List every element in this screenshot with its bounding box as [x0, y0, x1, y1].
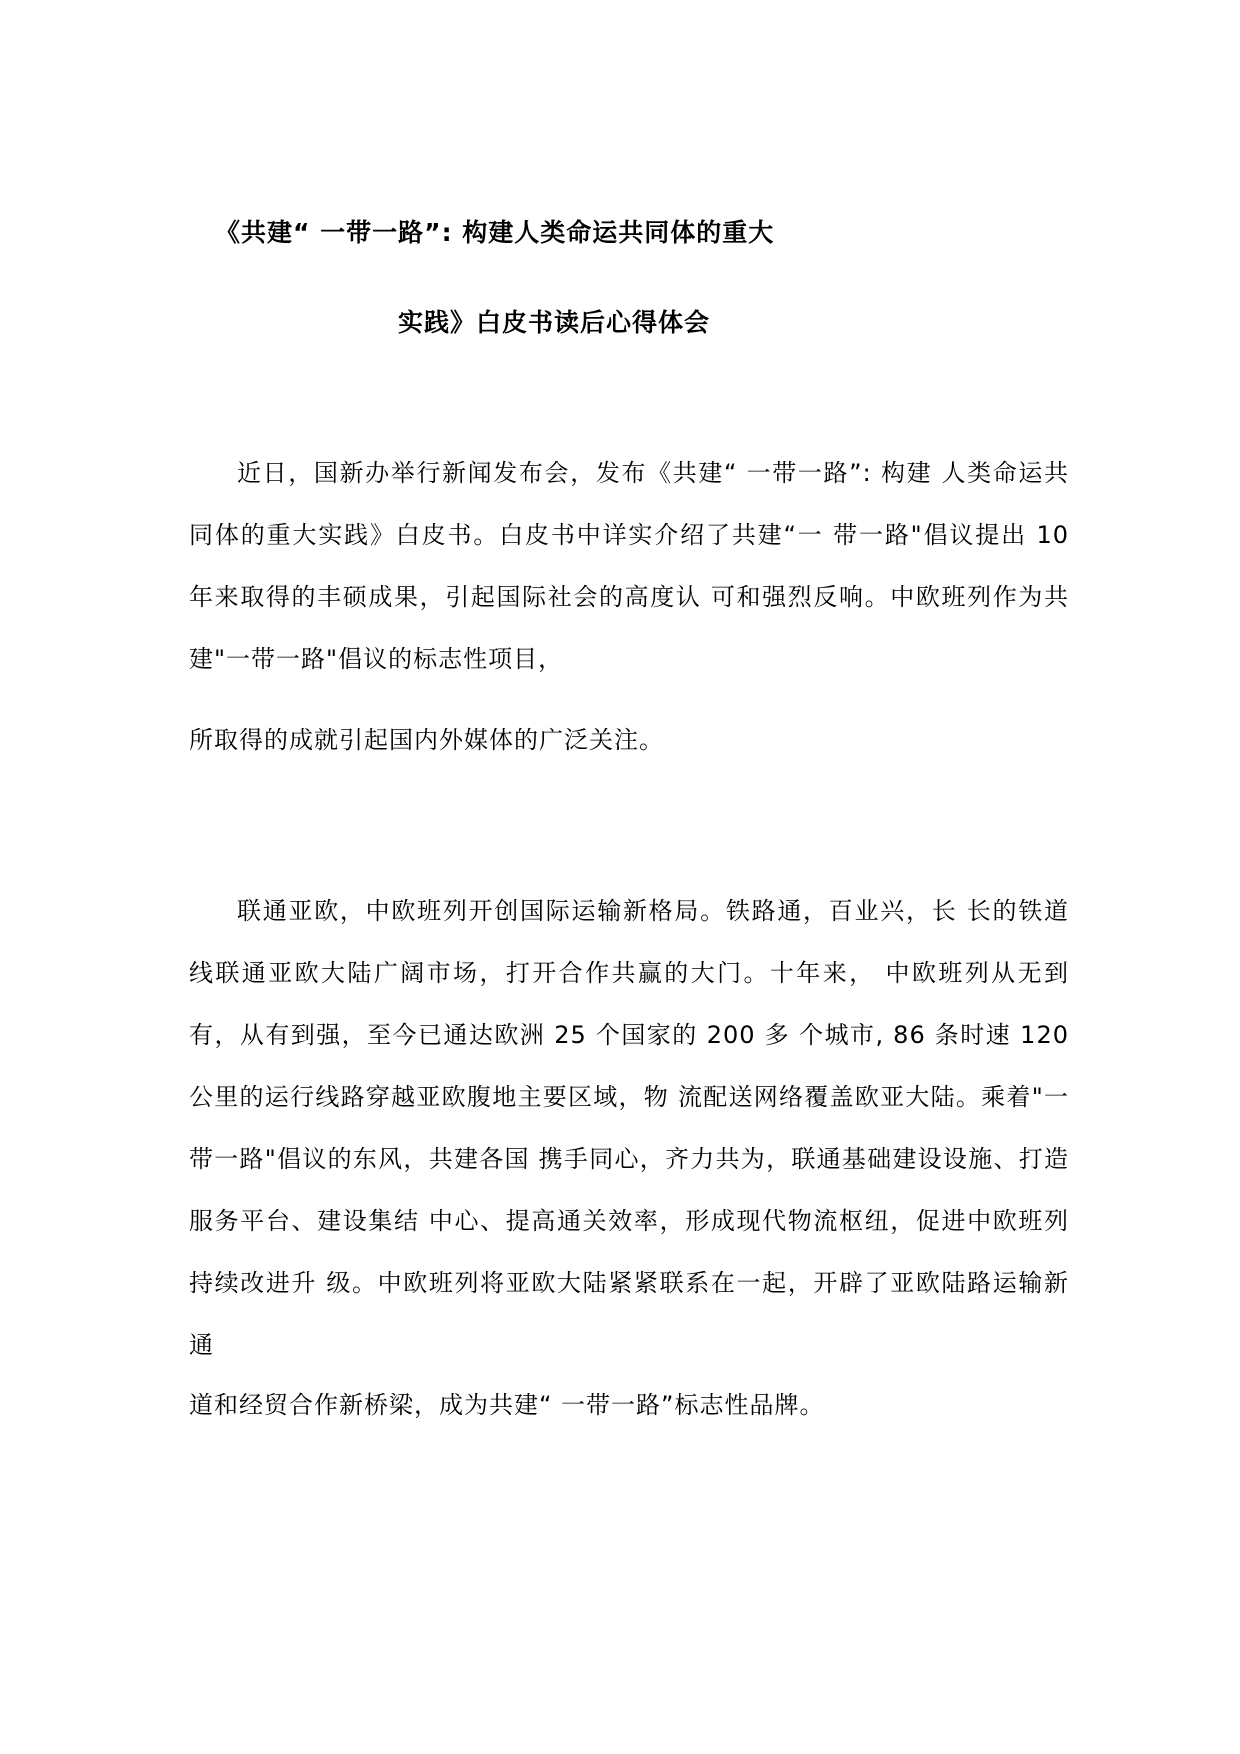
- document-title-line-1: 《共建“ 一带一路”: 构建人类命运共同体的重大: [215, 218, 775, 247]
- body-paragraph-2: 联通亚欧，中欧班列开创国际运输新格局。铁路通，百业兴，长 长的铁道线联通亚欧大陆广阔市场，打开合作共赢的大门。十年来， 中欧班列从无到有，从有到强，至今已通达欧洲 25 个国家的 200 多 个城市, 86 条时速 120 公里的运行线路穿越亚欧腹地主要区域，物 流配送网络覆盖欧亚大陆。乘着"一带一路"倡议的东风，共建各国 携手同心，齐力共为，联通基础建设设施、打造服务平台、建设集结 中心、提高通关效率，形成现代物流枢纽，促进中欧班列持续改进升 级。中欧班列将亚欧大陆紧紧联系在一起，开辟了亚欧陆路运输新通: [189, 897, 1069, 1359]
- document-title-line-2: 实践》白皮书读后心得体会: [398, 308, 711, 337]
- body-paragraph-2-tail: 道和经贸合作新桥梁，成为共建“ 一带一路”标志性品牌。: [189, 1391, 825, 1419]
- body-paragraph-1: 近日，国新办举行新闻发布会，发布《共建“ 一带一路”: 构建 人类命运共同体的重大实践》白皮书。白皮书中详实介绍了共建“一 带一路"倡议提出 10 年来取得的丰硕成果，引起国际社会的高度认 可和强烈反响。中欧班列作为共建"一带一路"倡议的标志性项目，: [189, 459, 1069, 673]
- body-paragraph-1-tail: 所取得的成就引起国内外媒体的广泛关注。: [189, 726, 664, 754]
